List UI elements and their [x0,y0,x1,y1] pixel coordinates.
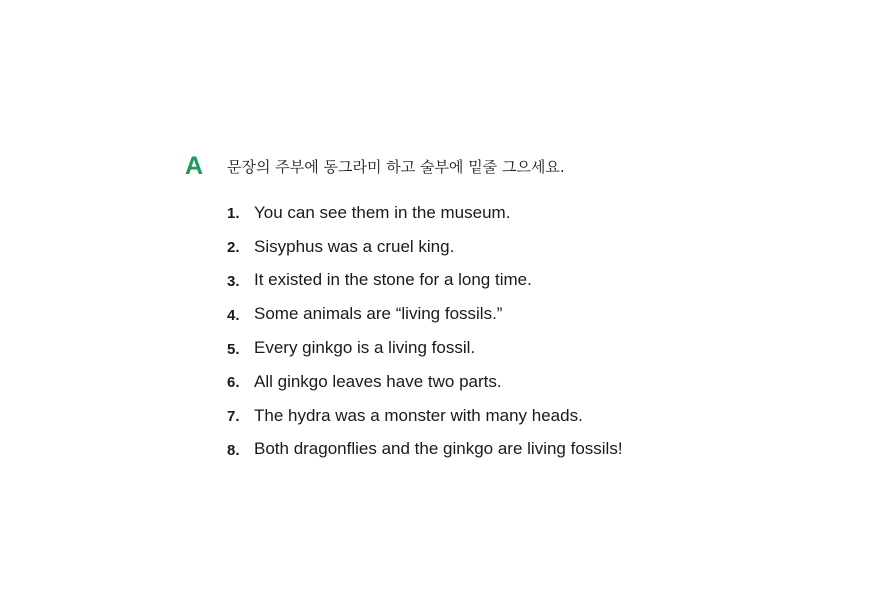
item-sentence: The hydra was a monster with many heads. [254,405,583,425]
list-item [227,331,623,365]
item-number: 5. [227,340,240,358]
instruction-text: 문장의 주부에 동그라미 하고 술부에 밑줄 그으세요. [227,158,565,176]
item-number: 1. [227,205,240,223]
sentence-list [227,196,623,466]
item-number: 2. [227,239,240,257]
item-sentence: Both dragonflies and the ginkgo are living fossils! [254,439,623,459]
list-item [227,297,623,331]
item-number: 6. [227,374,240,392]
list-item [227,433,623,467]
item-sentence: Sisyphus was a cruel king. [254,236,455,256]
item-sentence: It existed in the stone for a long time. [254,270,532,290]
list-item [227,230,623,264]
item-number: 7. [227,408,240,426]
item-number: 4. [227,306,240,324]
list-item [227,196,623,230]
list-item [227,264,623,298]
item-number: 3. [227,272,240,290]
list-item [227,365,623,399]
item-sentence: You can see them in the museum. [254,202,511,222]
section-letter: A [185,152,204,180]
item-sentence: All ginkgo leaves have two parts. [254,371,502,391]
item-sentence: Every ginkgo is a living fossil. [254,338,476,358]
item-number: 8. [227,441,240,459]
item-sentence: Some animals are “living fossils.” [254,304,503,324]
list-item [227,399,623,433]
